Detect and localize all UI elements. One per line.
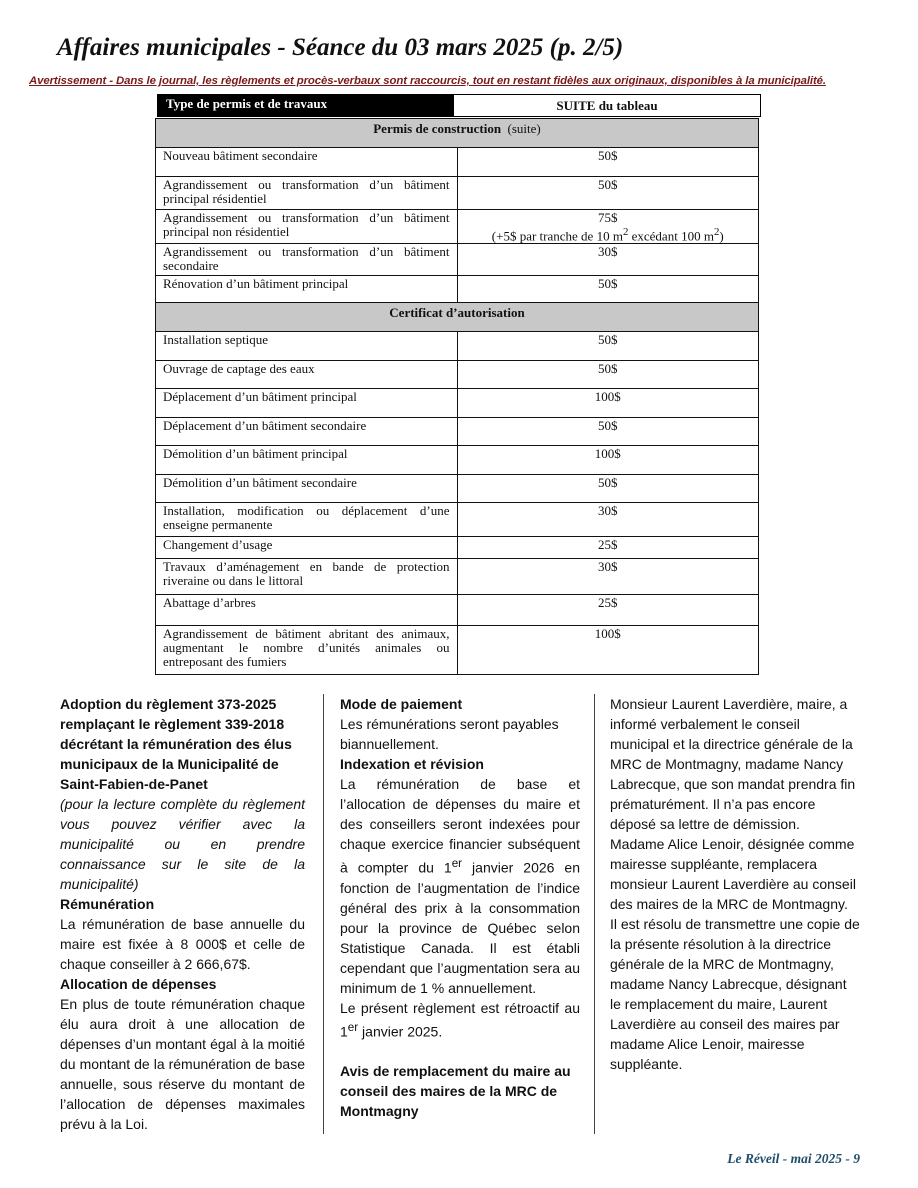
permit-amount: 50$: [457, 276, 759, 303]
retroactif-text: Le présent règlement est rétroactif au 1er janvier 2025.: [340, 999, 580, 1040]
indexation-heading: Indexation et révision: [340, 756, 484, 772]
table-row: [156, 361, 759, 389]
permit-amount: 100$: [457, 446, 759, 475]
avis-heading: Avis de remplacement du maire au conseil des maires de la MRC de Montmagny: [340, 1063, 571, 1120]
permit-amount: 50$: [457, 475, 759, 503]
permit-amount: 100$: [457, 626, 759, 675]
table-row: [156, 244, 759, 276]
permit-type: Agrandissement ou transformation d’un bâtiment principal résidentiel: [156, 177, 458, 210]
section-row: [156, 303, 759, 332]
table-row: [156, 177, 759, 210]
section-row: [156, 119, 759, 148]
table-row: [156, 418, 759, 446]
permit-type: Installation, modification ou déplacement d’une enseigne permanente: [156, 503, 458, 537]
permit-type: Changement d’usage: [156, 537, 458, 559]
section-title-certificat: Certificat d’autorisation: [156, 303, 759, 332]
paiement-text: Les rémunérations seront payables biannuellement.: [340, 716, 559, 752]
table-row: [156, 626, 759, 675]
fee-table: [155, 118, 759, 675]
table-header-continued: SUITE du tableau: [453, 94, 761, 117]
column-avis: [610, 694, 860, 1074]
table-row: [156, 559, 759, 595]
page-footer: Le Réveil - mai 2025 - 9: [727, 1151, 860, 1166]
permit-type: Travaux d’aménagement en bande de protection riveraine ou dans le littoral: [156, 559, 458, 595]
permit-amount: 30$: [457, 559, 759, 595]
permit-amount: 25$: [457, 537, 759, 559]
permit-type: Abattage d’arbres: [156, 595, 458, 626]
allocation-text: En plus de toute rémunération chaque élu aura droit à une allocation de dépenses d’un montant égal à la moitié du montant de la rémunération de base annuelle, sous réserve du montant de l’allocation de dépenses maximales prévu à la Loi.: [60, 996, 305, 1132]
table-row: [156, 148, 759, 177]
indexation-text: La rémunération de base et l’allocation de dépenses du maire et des conseillers seront indexées pour chaque exercice financier subséquent à compter du 1er janvier 2026 en fonction de l’augmentation de l’indice général des prix à la consommation pour la province de Québec selon Statistique Canada. Il est établi cependant que l’augmentation sera au minimum de 1 % annuellement.: [340, 776, 580, 996]
remuneration-heading: Rémunération: [60, 896, 155, 912]
reglement-heading: Adoption du règlement 373-2025 remplaçant le règlement 339-2018 décrétant la rémunération des élus municipaux de la Municipalité de Saint-Fabien-de-Panet: [60, 696, 292, 792]
avis-paragraph: Il est résolu de transmettre une copie de la présente résolution à la directrice générale de la MRC de Montmagny, madame Nancy Labrecque, désignant le remplacement du maire, Laurent Laverdière au conseil des maires par madame Alice Lenoir, mairesse suppléante.: [610, 916, 860, 1072]
table-row: [156, 503, 759, 537]
table-row: [156, 537, 759, 559]
permit-amount: 50$: [457, 177, 759, 210]
permit-type: Rénovation d’un bâtiment principal: [156, 276, 458, 303]
column-divider: [594, 694, 595, 1134]
permit-type: Déplacement d’un bâtiment principal: [156, 389, 458, 418]
avis-paragraph: Madame Alice Lenoir, désignée comme mairesse suppléante, remplacera monsieur Laurent Laverdière au conseil des maires de la MRC de Montmagny.: [610, 836, 856, 912]
permit-type: Déplacement d’un bâtiment secondaire: [156, 418, 458, 446]
column-reglement: [60, 694, 305, 1134]
permit-amount: 50$: [457, 418, 759, 446]
permit-type: Nouveau bâtiment secondaire: [156, 148, 458, 177]
permit-type: Agrandissement ou transformation d’un bâtiment secondaire: [156, 244, 458, 276]
section-title-construction: Permis de construction (suite): [156, 119, 759, 148]
permit-type: Ouvrage de captage des eaux: [156, 361, 458, 389]
column-divider: [323, 694, 324, 1134]
permit-amount: 30$: [457, 244, 759, 276]
permit-amount: 25$: [457, 595, 759, 626]
permit-type: Installation septique: [156, 332, 458, 361]
allocation-heading: Allocation de dépenses: [60, 976, 217, 992]
permit-type: Démolition d’un bâtiment principal: [156, 446, 458, 475]
page-title: Affaires municipales - Séance du 03 mars 2025 (p. 2/5): [57, 34, 624, 61]
permit-amount: 100$: [457, 389, 759, 418]
avis-paragraph: Monsieur Laurent Laverdière, maire, a informé verbalement le conseil municipal et la directrice générale de la MRC de Montmagny, madame Nancy Labrecque, que son mandat prendra fin prématurément. Il n’a pas encore déposé sa lettre de démission.: [610, 696, 856, 832]
table-row: [156, 595, 759, 626]
table-row: [156, 475, 759, 503]
reglement-note: (pour la lecture complète du règlement vous pouvez vérifier avec la municipalité ou en prendre connaissance sur le site de la municipalité): [60, 796, 305, 892]
permit-type: Démolition d’un bâtiment secondaire: [156, 475, 458, 503]
table-row: [156, 210, 759, 244]
table-row: [156, 332, 759, 361]
permit-amount: 75$ (+5$ par tranche de 10 $m^2$ excédant 100 $m^2$): [457, 210, 759, 244]
permit-type: Agrandissement de bâtiment abritant des animaux, augmentant le nombre d’unités animales ou entreposant des fumiers: [156, 626, 458, 675]
permit-type: Agrandissement ou transformation d’un bâtiment principal non résidentiel: [156, 210, 458, 244]
warning-notice: Avertissement - Dans le journal, les règlements et procès-verbaux sont raccourcis, tout en restant fidèles aux originaux, disponibles à la municipalité.: [29, 75, 826, 87]
table-row: [156, 276, 759, 303]
permit-amount: 50$: [457, 361, 759, 389]
table-row: [156, 446, 759, 475]
table-header-type: Type de permis et de travaux: [157, 94, 453, 117]
table-row: [156, 389, 759, 418]
column-paiement: [340, 694, 580, 1121]
permit-amount: 50$: [457, 332, 759, 361]
remuneration-text: La rémunération de base annuelle du maire est fixée à 8 000$ et celle de chaque conseiller à 2 666,67$.: [60, 916, 305, 972]
permit-amount: 50$: [457, 148, 759, 177]
paiement-heading: Mode de paiement: [340, 696, 463, 712]
permit-amount: 30$: [457, 503, 759, 537]
